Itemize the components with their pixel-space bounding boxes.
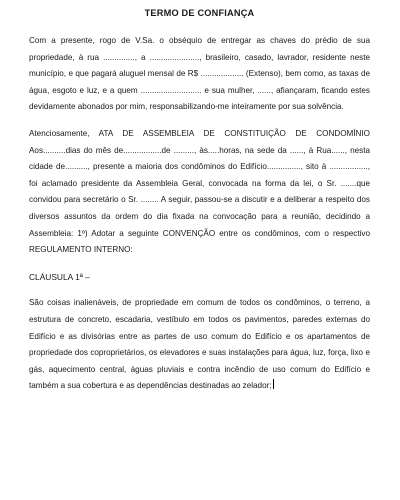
document-title: TERMO DE CONFIANÇA: [144, 8, 255, 18]
clause-heading: CLÁUSULA 1ª –: [29, 271, 90, 282]
paragraph-clause-1[interactable]: [29, 295, 370, 395]
paragraph-assembly-minutes: Atenciosamente, ATA DE ASSEMBLEIA DE CONSTITUIÇÃO DE CONDOMÍNIO Aos..........dias do mês de.................de ........., às.....horas, na sede da ......, à Rua......, nesta cidade de.........., presente a maioria dos condôminos do Edifício..............., sito à ................., foi aclamado presidente da Assembleia Geral, convocada na forma da lei, o Sr. .......que convidou para secretário o Sr. ........ A seguir, passou-se a discutir e a deliberar a respeito dos diversos assuntos da ordem do dia fixada na convocação para a reunião, decidindo a Assembleia: 1º) Adotar a seguinte CONVENÇÃO entre os condôminos, com o respectivo REGULAMENTO INTERNO:: [29, 128, 370, 255]
paragraph-rental-request: Com a presente, rogo de V.Sa. o obséquio de entregar as chaves do prédio de sua propriedade, à rua .............., a ......................, brasileiro, casado, lavrador, residente neste município, e que pagará aluguel mensal de R$ ................... (Extenso), bem como, as taxas de água, esgoto e luz, e a quem ........................... e sua mulher, ......, afiançaram, ficando estes devidamente abonados por mim, responsabilizando-me inteiramente por sua solvência.: [29, 36, 370, 112]
text-cursor: [273, 379, 274, 389]
clause-1-text: São coisas inalienáveis, de propriedade em comum de todos os condôminos, o terreno, a estrutura de concreto, escadaria, vestíbulo em todos os pavimentos, paredes externas do Edifício e as divisórias entre as partes de uso comum do Edifício e os apartamentos de propriedade dos coproprietários, os elevadores e suas instalações para água, luz, força, lixo e gás, aquecimento central, águas pluviais e contra incêndio de uso comum do Edifício e também a sua cobertura e as dependências destinadas ao zelador;: [29, 298, 370, 391]
